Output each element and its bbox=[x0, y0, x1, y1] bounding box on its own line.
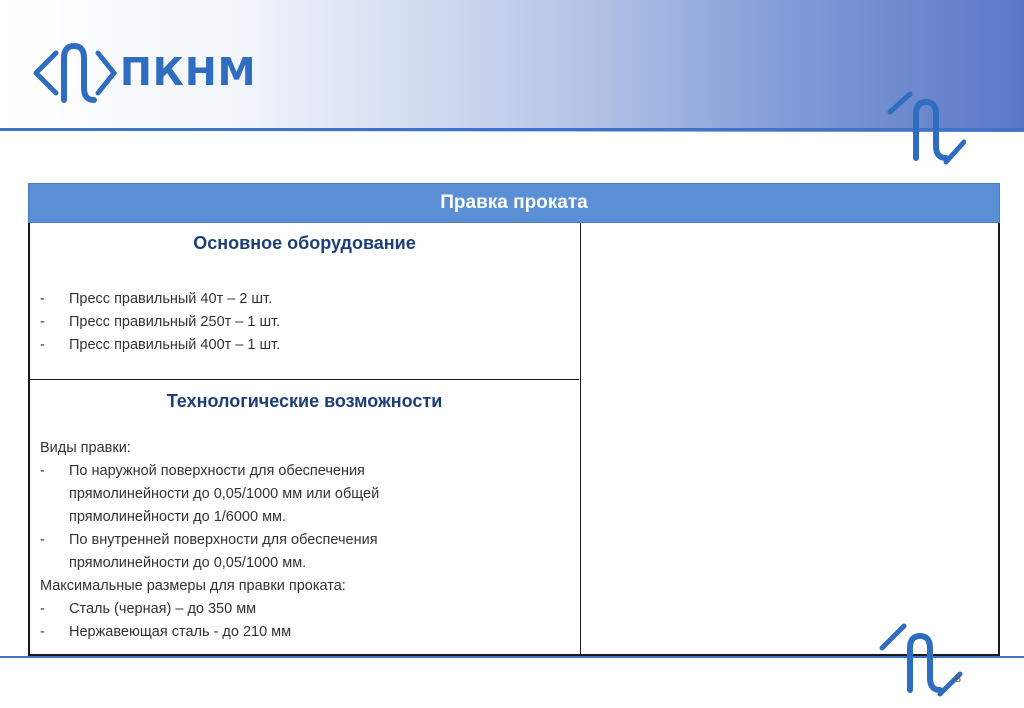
list-item: - По внутренней поверхности для обеспечения прямолинейности до 0,05/1000 мм. bbox=[40, 532, 378, 571]
straightening-label: Виды правки: bbox=[40, 440, 131, 456]
brand-name: ПКНМ bbox=[120, 50, 257, 94]
equipment-title: Основное оборудование bbox=[193, 233, 416, 253]
brand-mark-icon bbox=[886, 88, 966, 166]
page-number: 8 bbox=[955, 673, 962, 685]
list-item: - Пресс правильный 400т – 1 шт. bbox=[40, 337, 281, 353]
company-logo-icon bbox=[28, 38, 118, 108]
list-item: - Нержавеющая сталь - до 210 мм bbox=[40, 624, 292, 640]
straightening-list bbox=[40, 460, 569, 575]
max-size-list bbox=[40, 598, 569, 644]
image-placeholder-column bbox=[581, 223, 1000, 654]
equipment-list bbox=[40, 288, 569, 357]
list-item: - Сталь (черная) – до 350 мм bbox=[40, 601, 257, 617]
footer-rule bbox=[0, 656, 1024, 658]
brand-mark-icon bbox=[878, 618, 964, 698]
max-size-label: Максимальные размеры для правки проката: bbox=[40, 578, 346, 594]
table-body bbox=[28, 223, 1000, 656]
list-item: - По наружной поверхности для обеспечения прямолинейности до 0,05/1000 мм или общей прямолинейности до 1/6000 мм. bbox=[40, 463, 380, 525]
capabilities-cell bbox=[30, 381, 579, 654]
straightening-table bbox=[28, 183, 1000, 657]
capabilities-title: Технологические возможности bbox=[166, 391, 443, 411]
table-header: Правка проката bbox=[28, 183, 1000, 223]
left-column bbox=[30, 223, 581, 654]
list-item: - Пресс правильный 40т – 2 шт. bbox=[40, 291, 273, 307]
list-item: - Пресс правильный 250т – 1 шт. bbox=[40, 314, 281, 330]
equipment-cell bbox=[30, 223, 579, 380]
header-rule bbox=[0, 128, 1024, 131]
